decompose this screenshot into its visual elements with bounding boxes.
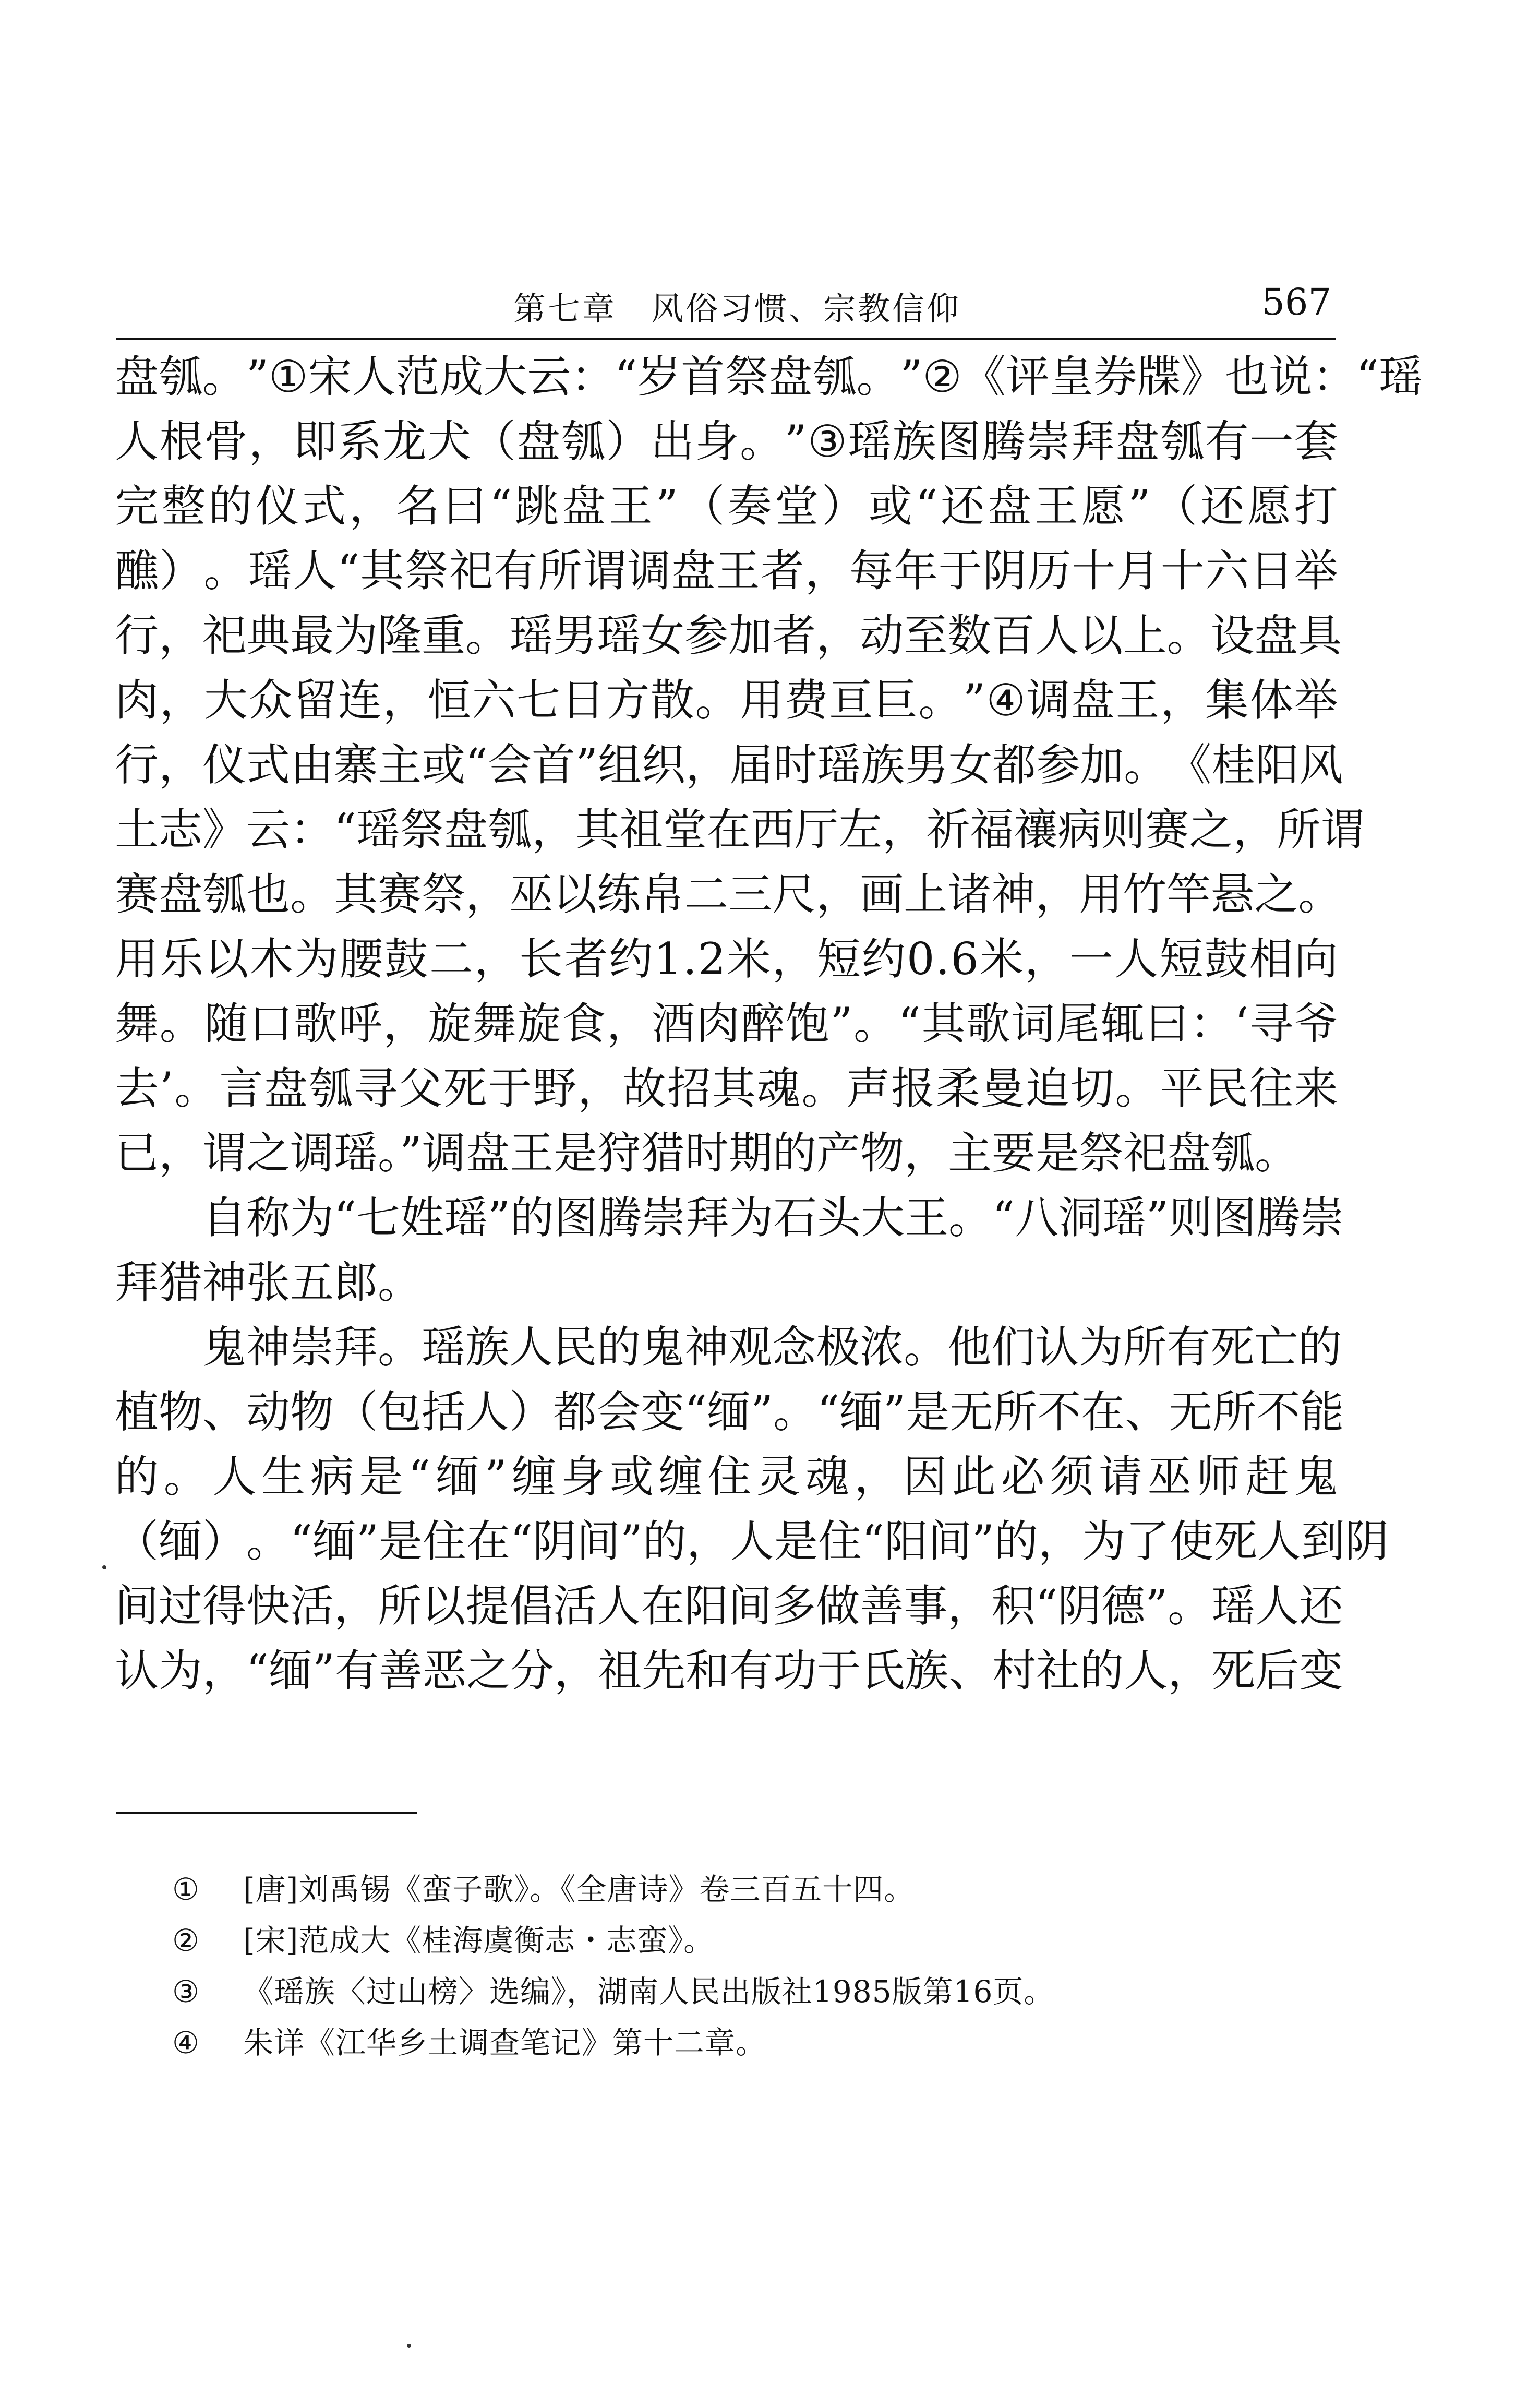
body-line: 已，谓之调瑶。”调盘王是狩猎时期的产物，主要是祭祀盘瓠。: [115, 1128, 1298, 1179]
body-line: 去 ’ 。 言 盘 瓠 寻 父 死 于 野 ， 故 招 其 魂 。 声 报 柔 曼 迫 切 。 平 民 往 来: [115, 1063, 1338, 1114]
body-line: 完 整 的 仪 式 ， 名 曰 “ 跳 盘 王 ” （ 奏 堂 ） 或 “ 还 盘 王 愿 ” （ 还 愿 打: [115, 481, 1338, 532]
body-line: 用 乐 以 木 为 腰 鼓 二 ， 长 者 约 1 . 2 米 ， 短 约 0 . 6 米 ， 一 人 短 鼓 相 向: [115, 933, 1338, 985]
footnote: [172, 1915, 1268, 1966]
body-line: 间 过 得 快 活 ， 所 以 提 倡 活 人 在 阳 间 多 做 善 事 ， 积 “ 阴 德 ” 。 瑶 人 还: [115, 1580, 1343, 1632]
chapter-title: 第七章 风俗习惯、宗教信仰: [513, 290, 961, 328]
body-line: 行 ， 仪 式 由 寨 主 或 “ 会 首 ” 组 织 ， 届 时 瑶 族 男 女 都 参 加 。 《 桂 阳 风: [115, 739, 1343, 790]
body-text: [115, 344, 1423, 1703]
body-line: 拜猎神张五郎。: [115, 1257, 422, 1308]
footnote-text: 朱详《江华乡土调查笔记》第十二章。: [243, 2025, 767, 2060]
footnote-mark: ②: [172, 1923, 199, 1958]
footnote: [172, 1966, 1268, 2017]
footnote: [172, 2017, 1268, 2068]
running-head: [116, 277, 1336, 329]
footnote-mark: ④: [172, 2025, 199, 2060]
body-line: 行 ， 祀 典 最 为 隆 重 。 瑶 男 瑶 女 参 加 者 ， 动 至 数 百 人 以 上 。 设 盘 具: [115, 610, 1342, 661]
footnote-text: [宋]范成大《桂海虞衡志・志蛮》。: [243, 1923, 715, 1958]
body-line: 植 物 、 动 物 （ 包 括 人 ） 都 会 变 “ 缅 ” 。 “ 缅 ” 是 无 所 不 在 、 无 所 不 能: [115, 1386, 1344, 1437]
page-number: 567: [1261, 281, 1331, 323]
footnote-text: [唐]刘禹锡《蛮子歌》。《全唐诗》卷三百五十四。: [243, 1872, 915, 1907]
body-line: 舞 。 随 口 歌 呼 ， 旋 舞 旋 食 ， 酒 肉 醉 饱 ” 。 “ 其 歌 词 尾 辄 曰 ： ‘ 寻 爷: [115, 998, 1338, 1049]
scan-speck: [102, 1565, 106, 1569]
scan-speck: [407, 2344, 411, 2348]
body-line: 赛 盘 瓠 也 。 其 赛 祭 ， 巫 以 练 帛 二 三 尺 ， 画 上 诸 神 ， 用 竹 竿 悬 之 。: [115, 869, 1342, 920]
footnote-mark: ①: [172, 1872, 199, 1907]
body-line: 认 为 ， “ 缅 ” 有 善 恶 之 分 ， 祖 先 和 有 功 于 氏 族 、 村 社 的 人 ， 死 后 变: [115, 1645, 1343, 1696]
header-rule: [116, 338, 1336, 340]
body-line: 自 称 为 “ 七 姓 瑶 ” 的 图 腾 崇 拜 为 石 头 大 王 。 “ 八 洞 瑶 ” 则 图 腾 崇: [202, 1192, 1344, 1243]
body-line: 土 志 》 云 ： “ 瑶 祭 盘 瓠 ， 其 祖 堂 在 西 厅 左 ， 祈 福 禳 病 则 赛 之 ， 所 谓: [115, 804, 1365, 855]
body-line: 人 根 骨 ， 即 系 龙 犬 （ 盘 瓠 ） 出 身 。 ” ③ 瑶 族 图 腾 崇 拜 盘 瓠 有 一 套: [115, 416, 1338, 467]
body-line: 肉 ， 大 众 留 连 ， 恒 六 七 日 方 散 。 用 费 亘 巨 。 ” ④ 调 盘 王 ， 集 体 举: [115, 675, 1338, 726]
body-line: （ 缅 ） 。 “ 缅 ” 是 住 在 “ 阴 间 ” 的 ， 人 是 住 “ 阳 间 ” 的 ， 为 了 使 死 人 到 阴: [115, 1516, 1389, 1567]
footnote-rule: [116, 1812, 417, 1814]
body-line: 盘 瓠 。 ” ① 宋 人 范 成 大 云 ： “ 岁 首 祭 盘 瓠 。 ” ② 《 评 皇 券 牒 》 也 说 ： “ 瑶: [115, 351, 1423, 402]
body-line: 的 。 人 生 病 是 “ 缅 ” 缠 身 或 缠 住 灵 魂 ， 因 此 必 须 请 巫 师 赶 鬼: [115, 1451, 1338, 1502]
footnote-mark: ③: [172, 1974, 199, 2009]
footnote-text: 《瑶族〈过山榜〉选编》，湖南人民出版社1985版第16页。: [243, 1974, 1055, 2009]
footnotes: [172, 1864, 1268, 2068]
body-line: 醮 ） 。 瑶 人 “ 其 祭 祀 有 所 谓 调 盘 王 者 ， 每 年 于 阴 历 十 月 十 六 日 举: [115, 545, 1338, 596]
body-line: 鬼 神 崇 拜 。 瑶 族 人 民 的 鬼 神 观 念 极 浓 。 他 们 认 为 所 有 死 亡 的: [202, 1322, 1342, 1373]
footnote: [172, 1864, 1268, 1915]
